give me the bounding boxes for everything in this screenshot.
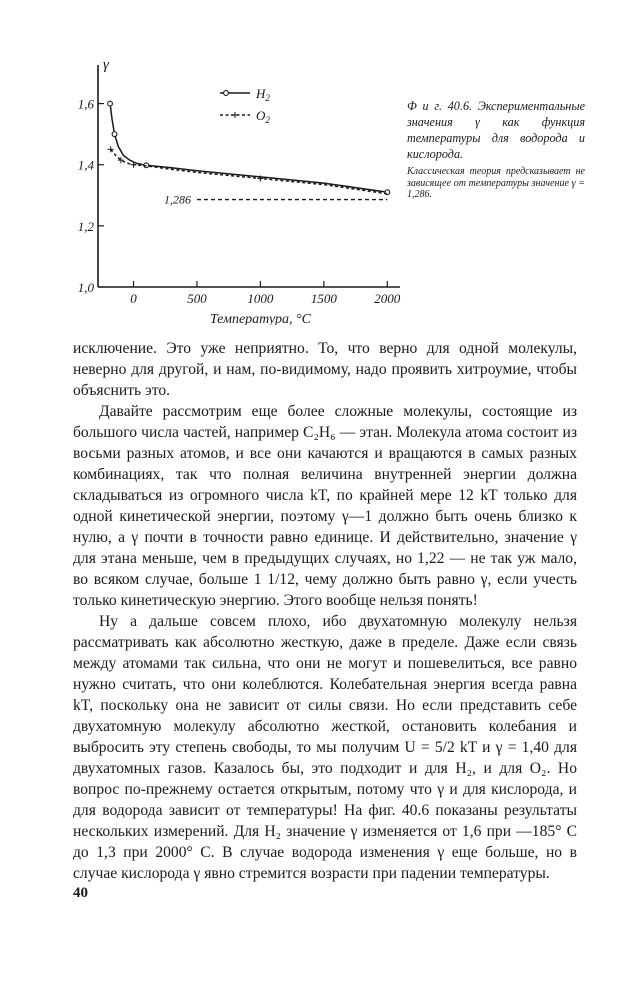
chart-series [108, 101, 390, 206]
page-number: 40 [73, 885, 88, 901]
x-tick-label: 1000 [247, 291, 274, 306]
x-tick-label: 2000 [374, 291, 401, 306]
figure-40-6-chart [70, 55, 410, 325]
x-tick-label: 1500 [310, 291, 337, 306]
paragraph-1: исключение. Это уже неприятно. То, что верно для одной молекулы, неверно для другой, и нам, по-видимому, надо проявить хитроумие, чтобы объяснить это. [73, 340, 577, 399]
series-h2-line [110, 104, 387, 193]
x-tick-label: 500 [187, 291, 207, 306]
figure-caption [407, 98, 585, 201]
paragraph-3: Ну а дальше совсем плохо, ибо двухатомную молекулу нельзя рассматривать как абсолютно жесткую, даже в пределе. Даже если связь между атомами так сильна, что они не могут и пошевелиться, все равно нужно считать, что они колеблются. Колебательная энергия всегда равна kT, поскольку она не зависит от силы связи. Но если представить себе двухатомную молекулу абсолютно жесткой, остановить колебания и выбросить эту степень свободы, то мы получим U = 5/2 kT и γ = 1,40 для двухатомных газов. Казалось бы, это подходит и для H₂, и для O₂. Но вопрос по-прежнему остается открытым, потому что γ и для кислорода, и для водорода зависит от температуры! На фиг. 40.6 показаны результаты нескольких измерений. Для H₂ значение γ изменяется от 1,6 при —185° C до 1,3 при 2000° C. В случае водорода изменения γ еще больше, но в случае кислорода γ явно стремится возрасти при падении температуры. [73, 613, 577, 882]
body-text [73, 338, 577, 884]
data-point-h2 [112, 132, 117, 137]
x-tick-label: 0 [130, 291, 137, 306]
caption-fig-label: Ф и г. 40.6. [407, 99, 473, 113]
x-axis-label: Температура, °C [209, 312, 311, 325]
caption-note: Классическая теория предсказывает не зависящее от температуры значение γ = 1,286. [407, 166, 585, 201]
legend-label-h2: $H_2$ [256, 86, 270, 103]
legend-marker-h2 [224, 91, 229, 96]
y-tick-label: 1,6 [77, 96, 94, 112]
data-point-h2 [108, 101, 113, 106]
series-o2-line [111, 149, 388, 193]
caption-main [407, 98, 585, 162]
y-axis-label: γ [103, 57, 109, 73]
legend-label-o2: $O_2$ [256, 108, 270, 125]
y-tick-label: 1,0 [77, 280, 94, 295]
caption-text: Экспериментальные значения γ как функция температуры для водорода и кислорода. [407, 99, 585, 161]
paragraph-2: Давайте рассмотрим еще более сложные молекулы, состоящие из большого числа частей, например C₂H₆ — этан. Молекула атома состоит из восьми разных атомов, и все они качаются и вращаются в самых разных комбинациях, так что полная величина внутренней энергии должна складываться из огромного числа kT, по крайней мере 12 kT только для одной кинетической энергии, поэтому γ—1 должно быть очень близко к нулю, а γ почти в точности равно единице. И действительно, значение γ для этана меньше, чем в предыдущих случаях, но 1,22 — не так уж мало, во всяком случае, больше 1 1/12, чему должно быть равно γ, если учесть только кинетическую энергию. Этого вообще нельзя понять! [73, 403, 577, 609]
y-tick-label: 1,2 [77, 218, 94, 234]
chart-axes [78, 57, 401, 325]
y-tick-label: 1,4 [77, 157, 94, 173]
legend-marker-o2 [232, 112, 238, 118]
chart-legend [220, 86, 270, 125]
reference-label: 1,286 [163, 192, 191, 207]
